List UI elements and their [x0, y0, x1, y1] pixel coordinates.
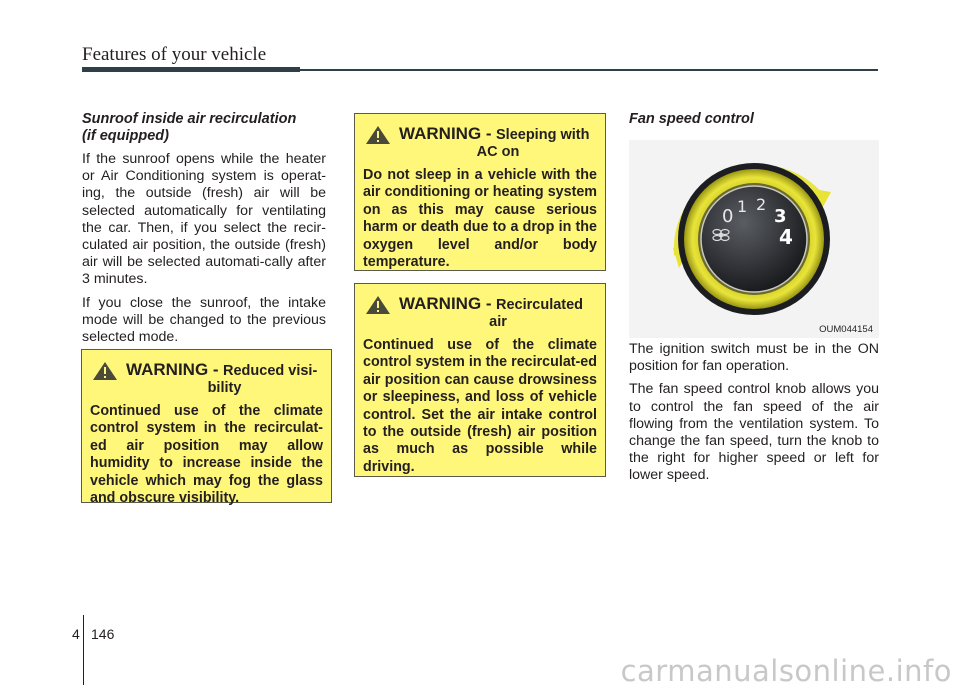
fan-knob-svg [629, 140, 879, 338]
knob-number: 1 [737, 197, 748, 216]
warning-word: WARNING - [399, 294, 492, 313]
warning-body: Do not sleep in a vehicle with the air conditioning or heating system on as this may cause serious harm or death due to a drop in the oxygen level and/or body temperature. [363, 167, 597, 271]
warning-subtitle: Sleeping with [496, 127, 590, 143]
image-reference-code: OUM044154 [819, 324, 873, 335]
sunroof-title-line1: Sunroof inside air recirculation [82, 111, 297, 127]
warning-triangle-icon [365, 125, 391, 145]
warning-body: Continued use of the climate control system in the recirculat-ed air position may allow humidity to increase inside the vehicle which may fog the glass and obscure visibility. [90, 403, 323, 507]
sunroof-paragraph: If the sunroof opens while the heater or Air Conditioning system is operat-ing, the outside (fresh) air will be selected automatically for ventilating the car. Then, if you select the recir-culated air position, the outside (fresh) air will be selected automati-cally after 3 minutes. [82, 151, 326, 288]
warning-body: Continued use of the climate control system in the recirculat-ed air position can cause drowsiness or sleepiness, and loss of vehicle control. Set the air intake control to the outside (fresh) air position as much as possible while driving. [363, 337, 597, 475]
knob-number: 2 [756, 195, 767, 214]
watermark: carmanualsonline.info [620, 654, 952, 688]
header-accent-bar [82, 67, 300, 72]
warning-word: WARNING - [399, 124, 492, 143]
page-number-divider [83, 615, 84, 685]
warning-subtitle: Recirculated [496, 297, 584, 313]
knob-number: 0 [722, 206, 734, 227]
warning-subtitle: Reduced visi- [223, 363, 318, 379]
warning-triangle-icon [92, 361, 118, 381]
warning-subtitle-cont: bility [207, 380, 242, 396]
knob-number: 3 [774, 206, 787, 227]
fan-paragraph: The fan speed control knob allows you to control the fan speed of the air flowing from the ventilation system. To change the fan speed, turn the knob to the right for higher speed or left for lower speed. [629, 381, 879, 484]
fan-speed-section [629, 111, 879, 128]
warning-subtitle-cont: AC on [476, 144, 520, 160]
warning-word: WARNING - [126, 360, 219, 379]
sunroof-title-line2: (if equipped) [82, 128, 169, 144]
warning-box-recirculated-air [354, 283, 606, 477]
warning-triangle-icon [365, 295, 391, 315]
warning-box-sleeping-ac [354, 113, 606, 271]
sunroof-section [82, 111, 326, 352]
page-header-title: Features of your vehicle [82, 44, 267, 65]
sunroof-section-title [82, 111, 326, 145]
fan-section-title: Fan speed control [629, 111, 754, 127]
page-number: 146 [91, 626, 115, 642]
sunroof-paragraph: If you close the sunroof, the intake mode will be changed to the previous selected mode. [82, 294, 326, 346]
fan-paragraph: The ignition switch must be in the ON position for fan operation. [629, 341, 879, 375]
chapter-number: 4 [72, 626, 80, 642]
header-rule [300, 69, 878, 71]
knob-number: 4 [779, 225, 793, 249]
fan-knob-illustration [629, 140, 879, 338]
warning-subtitle-cont: air [489, 314, 507, 330]
warning-box-reduced-visibility [81, 349, 332, 507]
fan-section-text [629, 341, 879, 491]
